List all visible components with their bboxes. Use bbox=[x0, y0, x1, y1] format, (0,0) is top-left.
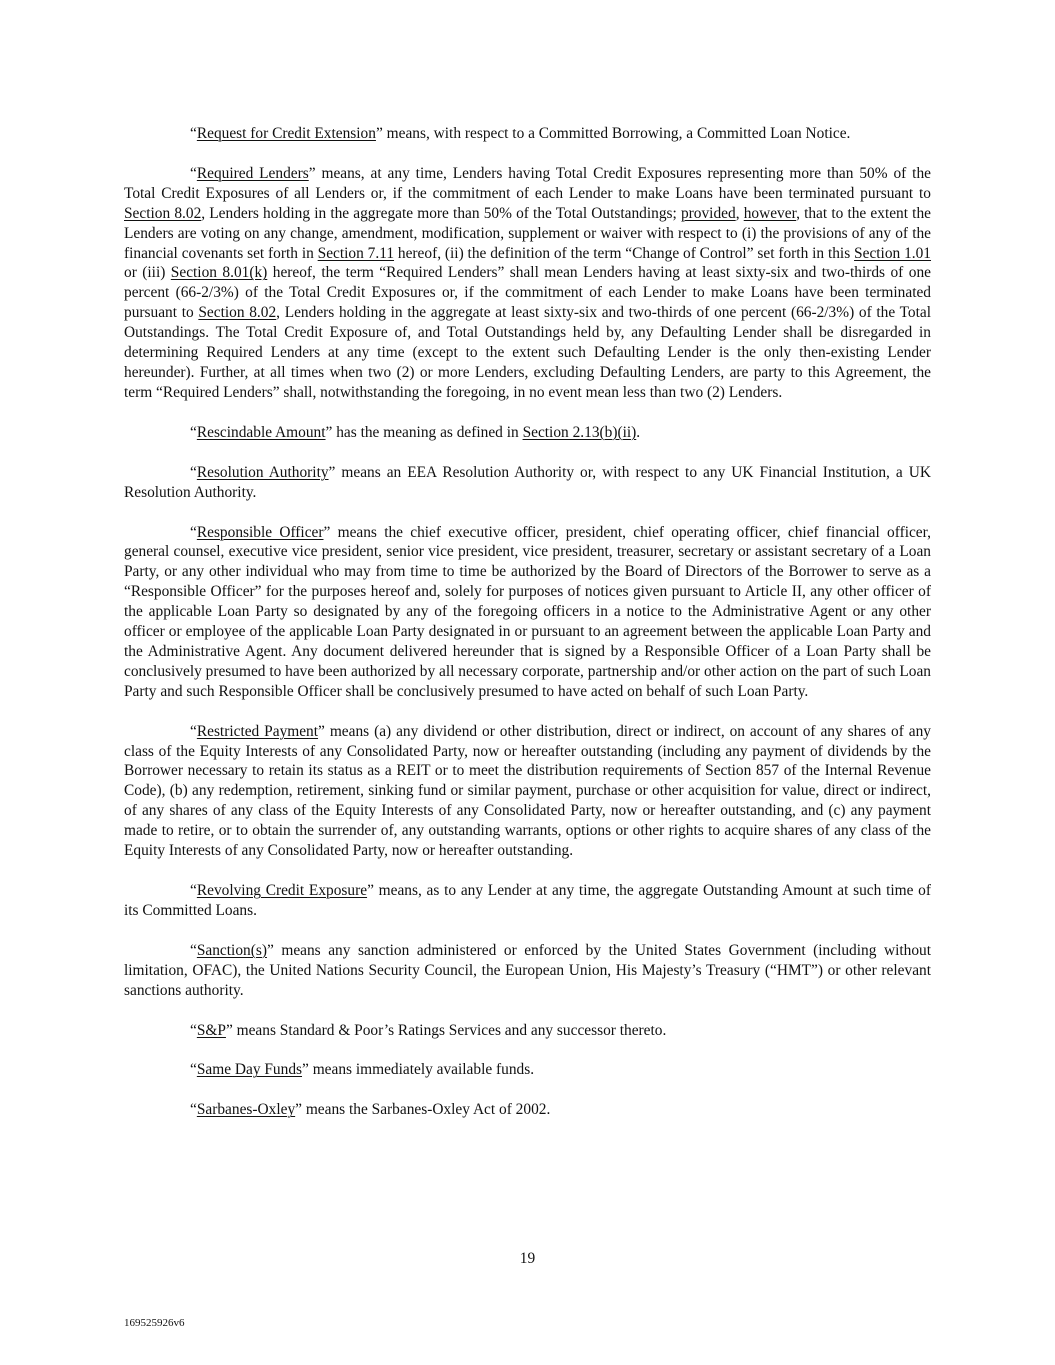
definition-required-lenders: “Required Lenders” means, at any time, Lenders having Total Credit Exposures representing more than 50% of the Total Credit Exposures of all Lenders or, if the commitment of each Lender to make Loans have been terminated pursuant to Section 8.02, Lenders holding in the aggregate more than 50% of the Total Outstandings; provided, however, that to the extent the Lenders are voting on any change, amendment, modification, supplement or waiver with respect to (i) the provisions of any of the financial covenants set forth in Section 7.11 hereof, (ii) the definition of the term “Change of Control” set forth in this Section 1.01 or (iii) Section 8.01(k) hereof, the term “Required Lenders” shall mean Lenders having at least sixty-six and two-thirds of one percent (66-2/3%) of the Total Credit Exposures or, if the commitment of each Lender to make Loans have been terminated pursuant to Section 8.02, Lenders holding in the aggregate at least sixty-six and two-thirds of one percent (66-2/3%) of the Total Outstandings. The Total Credit Exposure of, and Total Outstandings held by, any Defaulting Lender shall be disregarded in determining Required Lenders at any time (except to the extent such Defaulting Lender is the only then-existing Lender hereunder). Further, at all times when two (2) or more Lenders, excluding Defaulting Lenders, are party to this Agreement, the term “Required Lenders” shall, notwithstanding the foregoing, in no event mean less than two (2) Lenders. bbox=[124, 164, 932, 401]
defined-term: Same Day Funds bbox=[196, 1061, 303, 1079]
definition-text: means, with respect to a Committed Borrowing, a Committed Loan Notice. bbox=[382, 125, 851, 142]
definition-text: means an EEA Resolution Authority or, with respect to any UK Financial Institution, a UK Resolution Authority. bbox=[124, 463, 931, 501]
definition-text: means (a) any dividend or other distribution, direct or indirect, on account of any shares of any class of the Equity Interests of any Consolidated Party, now or hereafter outstanding (including any payment of dividends by the Borrower necessary to retain its status as a REIT or to meet the distribution requirements of Section 857 of the Internal Revenue Code), (b) any redemption, retirement, sinking fund or similar payment, purchase or other acquisition for value, direct or indirect, of any shares of any class of the Equity Interests of any Consolidated Party, now or hereafter outstanding, and (c) any payment made to retire, or to obtain the surrender of, any outstanding warrants, options or other rights to acquire shares of any class of the Equity Interests of any Consolidated Party, now or hereafter outstanding. bbox=[124, 722, 932, 860]
definition-text: means the chief executive officer, president, chief operating officer, chief financial officer, general counsel, executive vice president, senior vice president, vice president, treasurer, secretary or assistant secretary of a Loan Party, or any other individual who may from time to time be authorized by the Board of Directors of the Borrower to serve as a “Responsible Officer” for the purposes hereof and, solely for purposes of notices given pursuant to Article II, any other officer of the applicable Loan Party so designated by any of the foregoing officers in a notice to the Administrative Agent or any other officer or employee of the applicable Loan Party designated in or pursuant to an agreement between the applicable Loan Party and the Administrative Agent. Any document delivered hereunder that is signed by a Responsible Officer of a Loan Party shall be conclusively presumed to have been authorized by all necessary corporate, partnership and/or other action on the part of such Loan Party and such Responsible Officer shall be conclusively presumed to have acted on behalf of such Loan Party. bbox=[124, 523, 931, 700]
definition-sanctions: “Sanction(s)” means any sanction administered or enforced by the United States Government (including without limitation, OFAC), the United Nations Security Council, the European Union, His Majesty’s Treasury (“HMT”) or other relevant sanctions authority. bbox=[124, 941, 931, 999]
definition-text: , bbox=[735, 204, 744, 222]
definition-request-for-credit-extension: “Request for Credit Extension” means, with respect to a Committed Borrowing, a Committed Loan Notice. bbox=[190, 125, 851, 142]
defined-term: S&P bbox=[196, 1021, 226, 1039]
definition-sp: “S&P” means Standard & Poor’s Ratings Services and any successor thereto. bbox=[190, 1021, 667, 1039]
definition-text: hereof, (ii) the definition of the term “Change of Control” set forth in this bbox=[394, 244, 855, 262]
defined-term: Rescindable Amount bbox=[196, 423, 326, 441]
section-reference: Section 1.01 bbox=[854, 244, 932, 262]
definition-text: , Lenders holding in the aggregate more than 50% of the Total Outstandings; bbox=[201, 204, 681, 222]
definition-resolution-authority: “Resolution Authority” means an EEA Resolution Authority or, with respect to any UK Financial Institution, a UK Resolution Authority. bbox=[124, 463, 931, 501]
definition-text: means, as to any Lender at any time, the aggregate Outstanding Amount at such time of its Committed Loans. bbox=[124, 882, 931, 919]
defined-term: Required Lenders bbox=[196, 164, 309, 182]
definition-sarbanes-oxley: “Sarbanes-Oxley” means the Sarbanes-Oxley Act of 2002. bbox=[190, 1101, 551, 1119]
definition-text: . bbox=[636, 423, 641, 441]
definition-rescindable-amount: “Rescindable Amount” has the meaning as defined in Section 2.13(b)(ii). bbox=[190, 423, 641, 441]
definition-text: means any sanction administered or enforced by the United States Government (including without limitation, OFAC), the United Nations Security Council, the European Union, His Majesty’s Treasury (“HMT”) or other relevant sanctions authority. bbox=[124, 941, 931, 999]
defined-term: Sarbanes-Oxley bbox=[196, 1101, 296, 1119]
definition-responsible-officer: “Responsible Officer” means the chief executive officer, president, chief operating officer, chief financial officer, general counsel, executive vice president, senior vice president, vice president, treasurer, secretary or assistant secretary of a Loan Party, or any other individual who may from time to time be authorized by the Board of Directors of the Borrower to serve as a “Responsible Officer” for the purposes hereof and, solely for purposes of notices given pursuant to Article II, any other officer of the applicable Loan Party so designated by any of the foregoing officers in a notice to the Administrative Agent or any other officer or employee of the applicable Loan Party designated in or pursuant to an agreement between the applicable Loan Party and the Administrative Agent. Any document delivered hereunder that is signed by a Responsible Officer of a Loan Party shall be conclusively presumed to have been authorized by all necessary corporate, partnership and/or other action on the part of such Loan Party and such Responsible Officer shall be conclusively presumed to have acted on behalf of such Loan Party. bbox=[124, 523, 931, 700]
defined-term: Revolving Credit Exposure bbox=[196, 882, 368, 899]
page-number: 19 bbox=[519, 1250, 536, 1267]
definitions-section bbox=[124, 124, 931, 1140]
definition-text: means the Sarbanes-Oxley Act of 2002. bbox=[301, 1101, 551, 1119]
section-reference: Section 2.13(b)(ii) bbox=[522, 423, 637, 441]
definition-text: means, at any time, Lenders having Total Credit Exposures representing more than 50% of the Total Credit Exposures of all Lenders or, if the commitment of each Lender to make Loans have been terminated pursuant to bbox=[124, 164, 931, 202]
definition-text: hereof, the term “Required Lenders” shall mean Lenders having at least sixty-six and two-thirds of one percent (66-2/3%) of the Total Credit Exposures or, if the commitment of each Lender to make Loans have been terminated pursuant to bbox=[124, 264, 931, 322]
defined-term: Responsible Officer bbox=[196, 523, 324, 541]
section-reference: Section 8.01(k) bbox=[170, 264, 268, 282]
defined-term: Resolution Authority bbox=[196, 463, 329, 481]
definition-restricted-payment: “Restricted Payment” means (a) any dividend or other distribution, direct or indirect, on account of any shares of any class of the Equity Interests of any Consolidated Party, now or hereafter outstanding (including any payment of dividends by the Borrower necessary to retain its status as a REIT or to meet the distribution requirements of Section 857 of the Internal Revenue Code), (b) any redemption, retirement, sinking fund or similar payment, purchase or other acquisition for value, direct or indirect, of any shares of any class of the Equity Interests of any Consolidated Party, now or hereafter outstanding, and (c) any payment made to retire, or to obtain the surrender of, any outstanding warrants, options or other rights to acquire shares of any class of the Equity Interests of any Consolidated Party, now or hereafter outstanding. bbox=[124, 722, 932, 860]
proviso-term: provided bbox=[680, 204, 736, 222]
definition-text: , Lenders holding in the aggregate at least sixty-six and two-thirds of one percent (66-2/3%) of the Total Outstandings. The Total Credit Exposure of, and Total Outstandings held by, any Defaulting Lender shall be disregarded in determining Required Lenders at any time (except to the extent such Defaulting Lender is the only then-existing Lender hereunder). Further, at all times when two (2) or more Lenders, excluding Defaulting Lenders, are party to this Agreement, the term “Required Lenders” shall, notwithstanding the foregoing, in no event mean less than two (2) Lenders. bbox=[124, 304, 932, 401]
definition-text: means Standard & Poor’s Ratings Services and any successor thereto. bbox=[232, 1021, 667, 1039]
definition-same-day-funds: “Same Day Funds” means immediately available funds. bbox=[190, 1061, 535, 1079]
document-id: 169525926v6 bbox=[124, 1317, 185, 1329]
proviso-term: however bbox=[743, 204, 797, 222]
defined-term: Sanction(s) bbox=[196, 941, 267, 959]
section-reference: Section 8.02 bbox=[198, 304, 277, 322]
section-reference: Section 8.02 bbox=[124, 204, 202, 222]
definition-text: , that to the extent the Lenders are voting on any change, amendment, modification, supplement or waiver with respect to (i) the provisions of any of the financial covenants set forth in bbox=[124, 204, 931, 262]
definition-text: means immediately available funds. bbox=[308, 1061, 535, 1079]
defined-term: Request for Credit Extension bbox=[196, 125, 376, 142]
definition-text: has the meaning as defined in bbox=[332, 423, 523, 441]
section-reference: Section 7.11 bbox=[317, 244, 395, 262]
definition-text: or (iii) bbox=[124, 264, 171, 282]
defined-term: Restricted Payment bbox=[196, 722, 319, 740]
definition-revolving-credit-exposure: “Revolving Credit Exposure” means, as to any Lender at any time, the aggregate Outstanding Amount at such time of its Committed Loans. bbox=[124, 882, 931, 919]
